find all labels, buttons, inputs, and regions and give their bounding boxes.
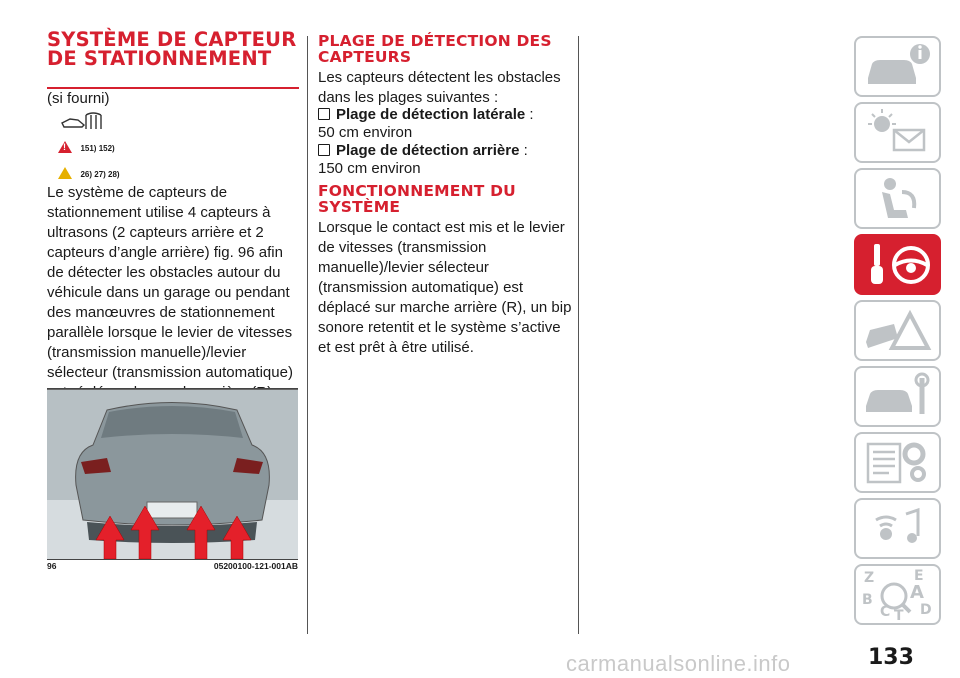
operation-description: Lorsque le contact est mis et le levier de vitesses (transmission manuelle)/levier sélecteur (transmission automatique) est déplacé sur marche arrière (R), un bip sonore retentit et le système s’active et est prêt à être utilisé. [318,219,572,356]
parking-sensor-description: Le système de capteurs de stationnement utilise 4 capteurs à ultrasons (2 capteurs arrière et 2 capteurs d’angle arrière) fig. 96 afin de détecter les obstacles autour du véhicule dans un garage ou pendant des manœuvres de stationnement parallèle lorsque le levier de vitesses (transmission manuelle)/levier sélecteur (transmission automatique) [47,184,293,381]
index-letters-icon [856,566,939,623]
accident-warning-triangle-icon [856,302,939,359]
tab-specifications[interactable] [854,432,941,493]
figure-caption [47,561,298,571]
figure-number: 96 [47,561,57,571]
caution-reference-numbers: 26) 27) 28) [80,170,120,179]
detection-intro: Les capteurs détectent les obstacles dans les plages suivantes : [318,69,561,106]
tab-starting-driving[interactable] [854,234,941,295]
column-divider-1 [307,36,308,634]
key-steering-wheel-icon [856,236,939,293]
tab-maintenance[interactable] [854,366,941,427]
section-title-system-operation: FONCTIONNEMENT DU SYSTÈME [318,182,516,216]
multimedia-icon [856,500,939,557]
safety-reference-yellow [58,164,120,182]
tab-index[interactable] [854,564,941,625]
list-item-lateral [318,105,534,125]
section-title-detection-range: PLAGE DE DÉTECTION DES CAPTEURS [318,32,552,66]
tab-multimedia[interactable] [854,498,941,559]
index-letter: B [862,592,873,608]
checkbox-bullet-icon [318,144,330,156]
car-wrench-icon [856,368,939,425]
list-item-label: Plage de détection arrière [336,142,520,159]
caution-triangle-icon [58,167,72,179]
list-item-suffix: : [525,106,534,123]
safety-reference-numbers: 151) 152) [80,144,115,153]
safety-reference-red [58,138,115,156]
index-letter: C [880,604,891,620]
figure-code: 05200100-121-001AB [213,561,298,571]
watermark: carmanualsonline.info [566,651,791,676]
rear-sensors-figure [47,389,298,559]
car-info-icon [856,38,939,95]
availability-note: (si fourni) [47,90,110,107]
list-item-suffix: : [519,142,528,159]
figure-bottom-rule [47,559,298,560]
list-item-label: Plage de détection latérale [336,106,526,123]
warning-lights-mail-icon [856,104,939,161]
index-letter: T [894,608,904,623]
specifications-gears-icon [856,434,939,491]
index-letter: A [910,582,924,603]
tab-emergency[interactable] [854,300,941,361]
index-letter: E [914,568,924,584]
checkbox-bullet-icon [318,108,330,120]
tab-warning-lights[interactable] [854,102,941,163]
warning-triangle-icon [58,141,72,153]
parking-sensor-icon [60,111,106,133]
section-title-parking-sensors: SYSTÈME DE CAPTEUR DE STATIONNEMENT [47,28,297,70]
list-item-rear-value: 150 cm environ [318,160,421,177]
index-letter: D [920,602,932,618]
column-divider-2 [578,36,579,634]
list-item-lateral-value: 50 cm environ [318,124,413,141]
tab-car-info[interactable] [854,36,941,97]
index-letter: Z [864,570,875,586]
list-item-rear [318,141,528,161]
page-number: 133 [868,645,914,670]
tab-safety[interactable] [854,168,941,229]
seat-airbag-icon [856,170,939,227]
